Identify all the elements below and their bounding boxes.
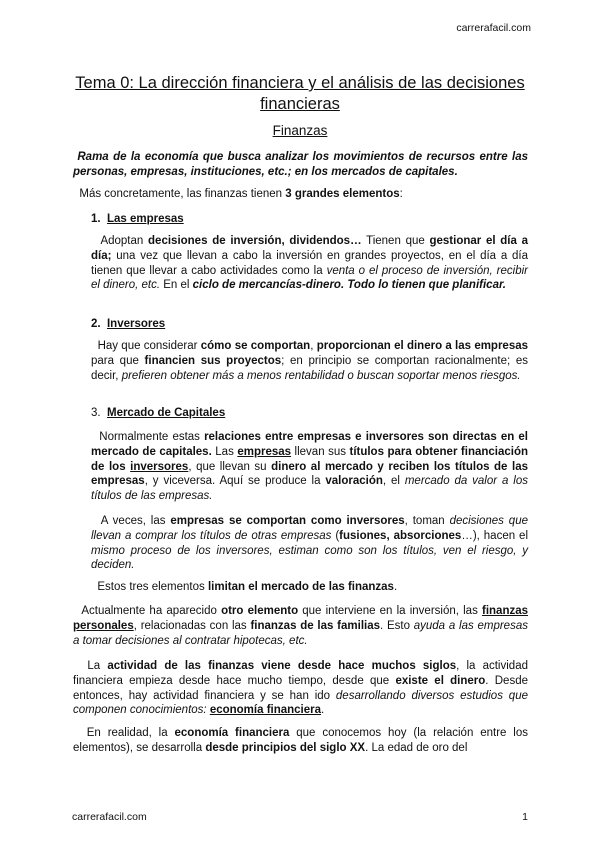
section-title-finanzas: Finanzas: [272, 123, 328, 138]
paragraph-economia-financiera: En realidad, la economía financiera que conocemos hoy (la relación entre los elementos), se desarrolla desde principios del siglo XX. La edad de oro del: [73, 727, 528, 754]
heading-inversores: 2. Inversores: [91, 318, 166, 330]
definition-paragraph: Rama de la economía que busca analizar los movimientos de recursos entre las personas, empresas, instituciones, etc.; en los mercados de capitales.: [73, 151, 528, 178]
footer-site: carrerafacil.com: [72, 811, 147, 823]
header-site: carrerafacil.com: [456, 22, 531, 34]
heading-mercado-de-capitales: 3. Mercado de Capitales: [91, 407, 226, 419]
paragraph-finanzas-personales: Actualmente ha aparecido otro elemento que interviene en la inversión, las finanzas personales, relacionadas con las finanzas de las familias. Esto ayuda a las empresas a tomar decisiones al contratar hipotecas, etc.: [73, 605, 529, 647]
lead-paragraph: Más concretamente, las finanzas tienen 3 grandes elementos:: [79, 188, 403, 200]
paragraph-las-empresas: Adoptan decisiones de inversión, dividendos… Tienen que gestionar el día a día; una vez que llevan a cabo la inversión en grandes proyectos, en el día a día tienen que llevar a cabo actividades como la venta o el proceso de inversión, recibir el dinero, etc. En el ciclo de mercancías-dinero. Todo lo tienen que planificar.: [91, 235, 529, 292]
page-title: Tema 0: La dirección financiera y el análisis de las decisiones financieras: [75, 74, 525, 113]
paragraph-inversores: Hay que considerar cómo se comportan, proporcionan el dinero a las empresas para que financien sus proyectos; en principio se comportan racionalmente; es decir, prefieren obtener más a menos rentabilidad o buscan soportar menos riesgos.: [91, 340, 529, 382]
paragraph-mercado-empresas-inversoras: A veces, las empresas se comportan como inversores, toman decisiones que llevan a comprar los títulos de otras empresas (fusiones, absorciones…), hacen el mismo proceso de los inversores, estiman como son los títulos, ven el riesgo, y deciden.: [91, 515, 529, 572]
page-number: 1: [522, 811, 528, 823]
paragraph-mercado-limites: Estos tres elementos limitan el mercado de las finanzas.: [97, 581, 398, 593]
heading-las-empresas: 1. Las empresas: [91, 213, 184, 225]
paragraph-historia-finanzas: La actividad de las finanzas viene desde hace muchos siglos, la actividad financiera empieza desde hace mucho tiempo, desde que existe el dinero. Desde entonces, hay actividad financiera y se han ido desarrollando diversos estudios que componen conocimientos: economía financiera.: [73, 660, 528, 717]
paragraph-mercado-relaciones: Normalmente estas relaciones entre empresas e inversores son directas en el mercado de capitales. Las empresas llevan sus títulos para obtener financiación de los inversores, que llevan su dinero al mercado y reciben los títulos de las empresas, y viceversa. Aquí se produce la valoración, el mercado da valor a los títulos de las empresas.: [91, 431, 529, 503]
